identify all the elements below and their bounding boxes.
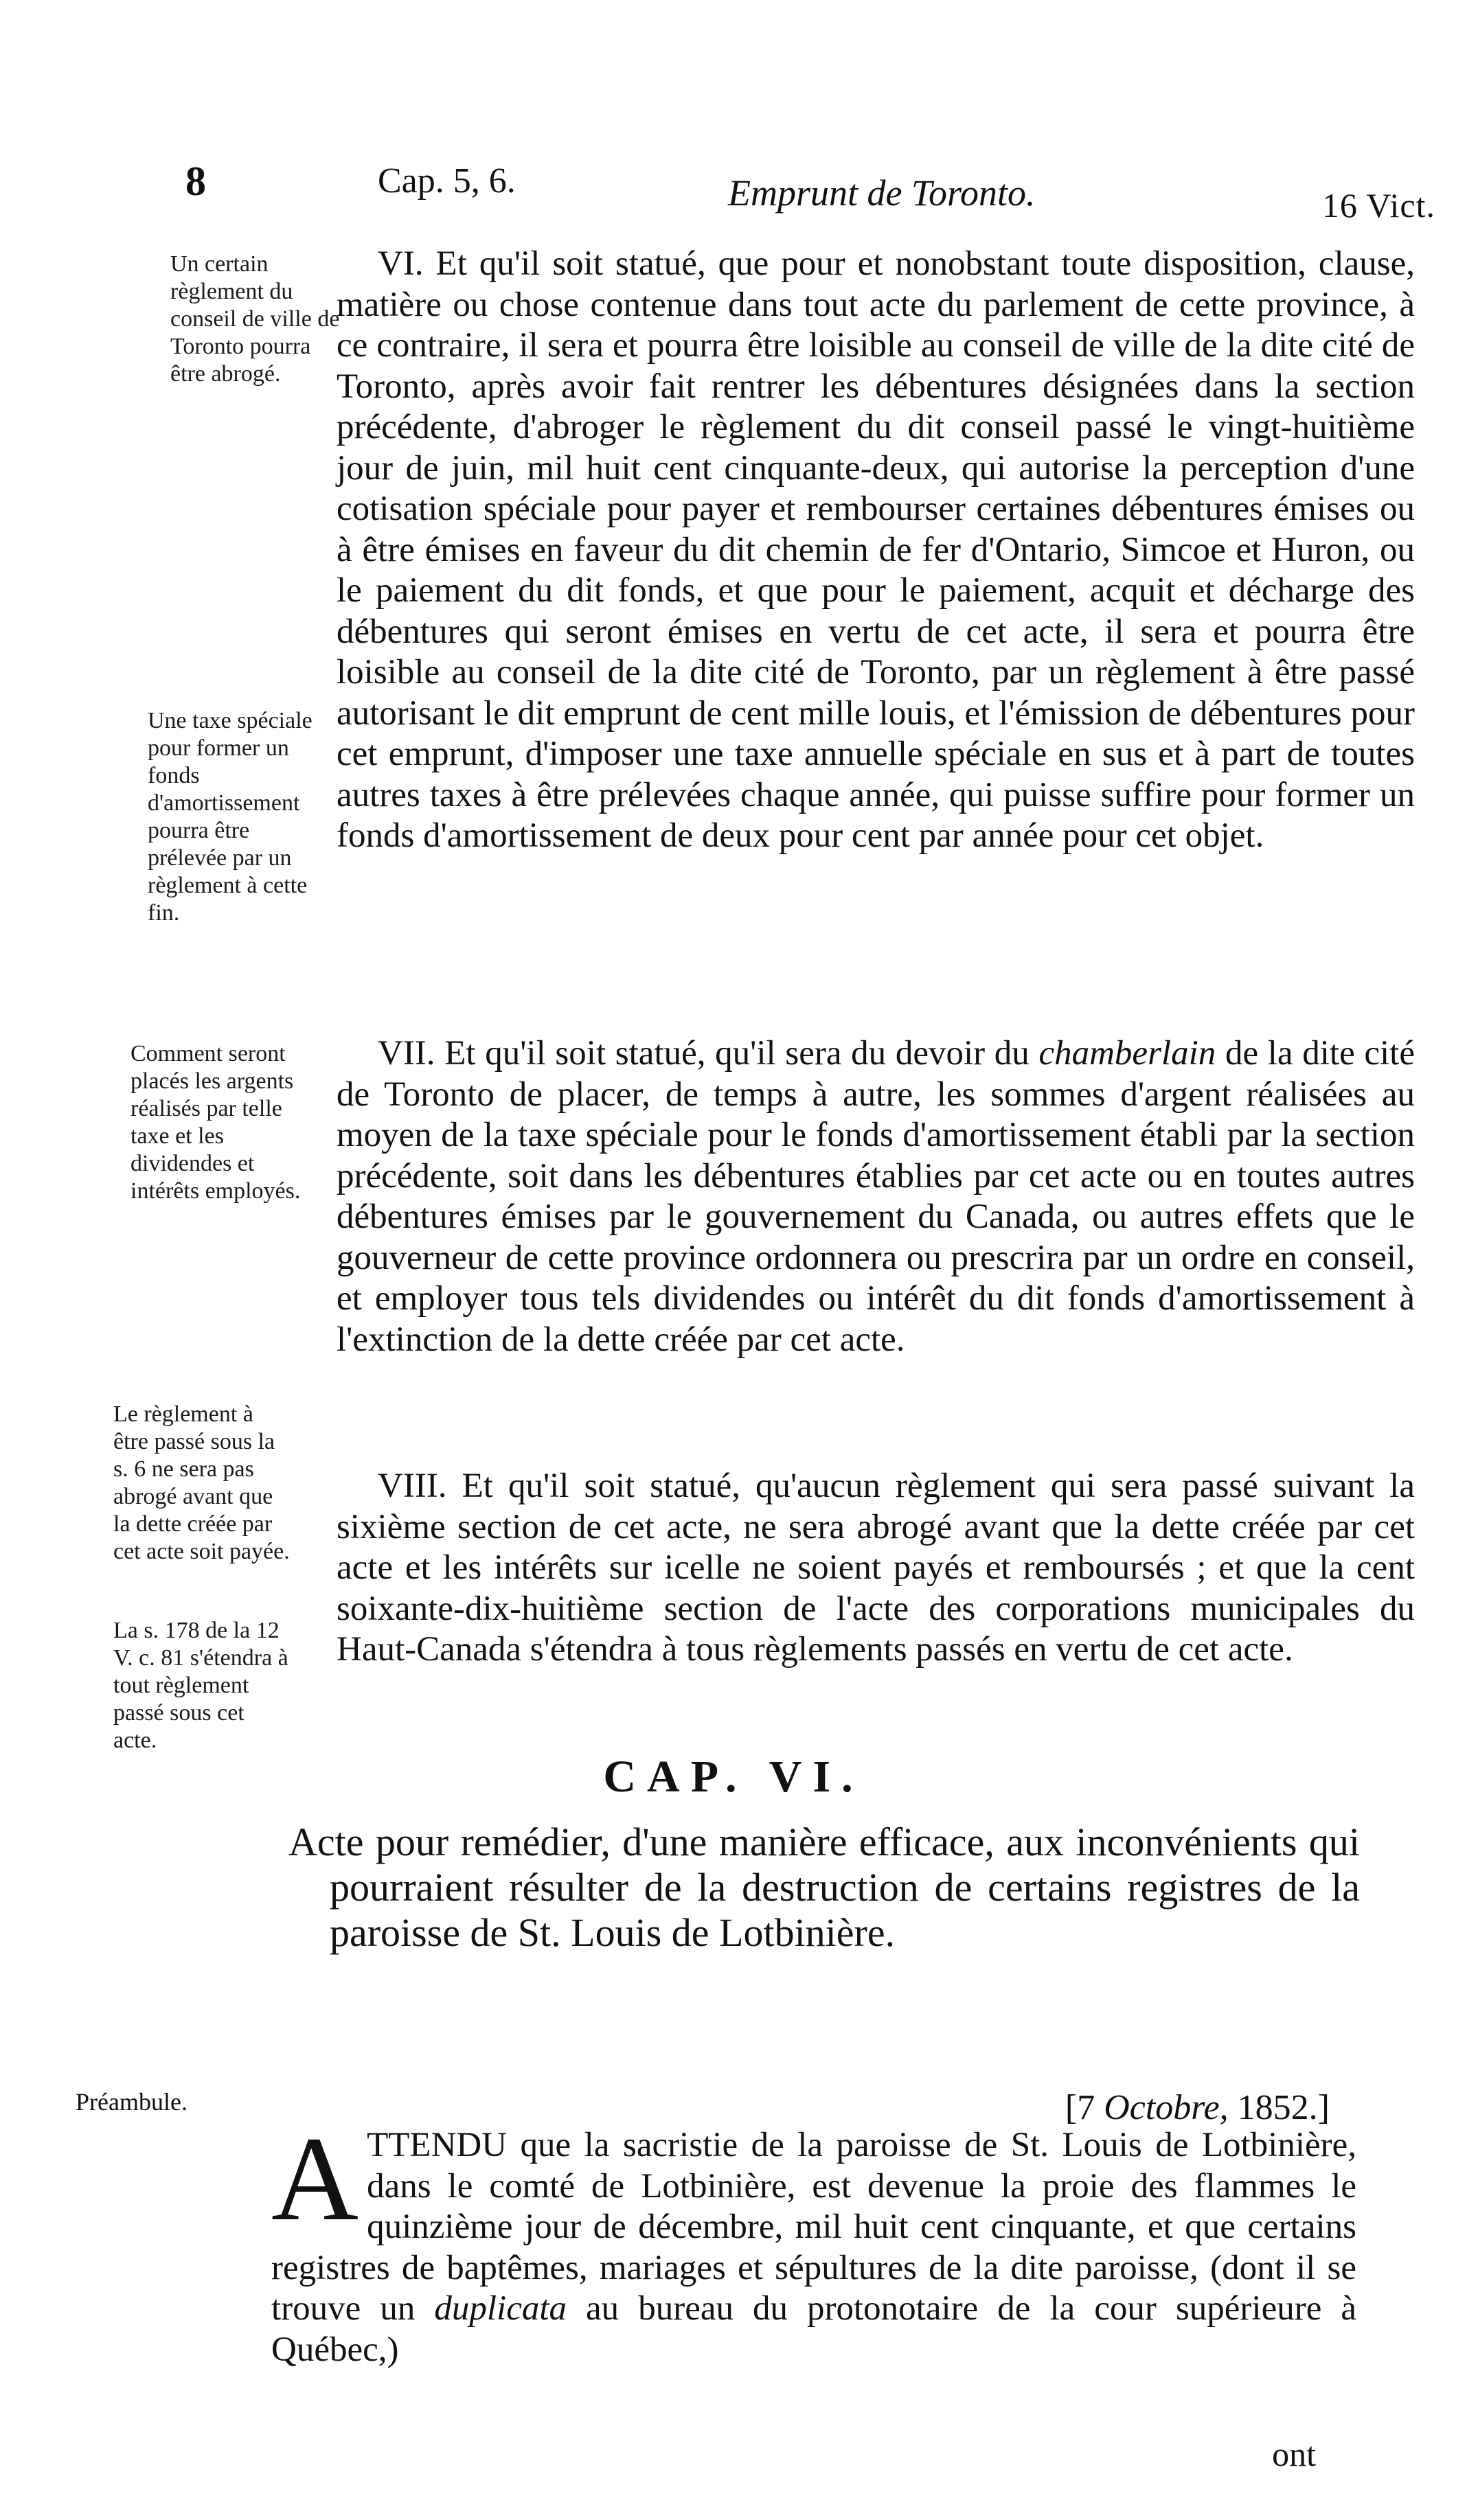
margin-note-section-178: La s. 178 de la 12 V. c. 81 s'étendra à tout règlement passé sous cet acte. — [113, 1618, 288, 1753]
preamble-lead: TTENDU — [367, 2126, 508, 2164]
section-viii — [337, 1466, 1415, 1671]
margin-note-preamble: Préambule. — [76, 2088, 187, 2116]
section-text: Et qu'il soit statué, qu'aucun règlement qui sera passé suivant la sixième section de cet acte, ne sera abrogé avant que la dette créée par cet acte et les intérêts sur icelle ne soient payés et remboursés ; et que la cent soixante-dix-huitième section de l'acte des corporations municipales du Haut-Canada s'étendra à tous règlements passés en vertu de cet acte. — [337, 1467, 1415, 1669]
preamble — [271, 2112, 1357, 2370]
section-number: VII. — [378, 1034, 435, 1073]
section-vi — [337, 244, 1415, 857]
page-number: 8 — [185, 159, 206, 204]
drop-capital: A — [271, 2112, 359, 2246]
catchword: ont — [1272, 2435, 1316, 2473]
chapter-heading: CAP. VI. — [603, 1752, 864, 1802]
section-number: VI. — [378, 244, 424, 283]
preamble-text: que la sacristie de la paroisse de St. Louis de Lotbinière, dans le comté de Lotbinière, est devenue la proie des flammes le quinzième jour de décembre, mil huit cent cinquante, et que certains registres de baptêmes, mariages et sépultures de la dite paroisse, (dont il se trouve un — [271, 2126, 1356, 2328]
margin-note-special-tax: Une taxe spéciale pour former un fonds d'amortissement pourra être prélevée par un règlement à cette fin. — [148, 708, 312, 926]
preamble-emphasis: duplicata — [434, 2289, 567, 2328]
margin-note-section-7: Comment seront placés les argents réalisés par telle taxe et les dividendes et intérêts employés. — [130, 1041, 301, 1204]
section-number: VIII. — [378, 1467, 447, 1505]
section-emphasis: chamberlain — [1038, 1034, 1216, 1073]
act-title: Acte pour remédier, d'une manière efficace, aux inconvénients qui pourraient résulter de la destruction de certains registres de la paroisse de St. Louis de Lotbinière. — [288, 1820, 1360, 1955]
running-title: Emprunt de Toronto. — [728, 172, 1036, 214]
chapter-reference: Cap. 5, 6. — [378, 161, 516, 201]
act-date: [7 Octobre, 1852.] — [1065, 2088, 1330, 2127]
margin-note-section-6: Un certain règlement du conseil de ville de Toronto pourra être abrogé. — [170, 251, 340, 387]
section-text: Et qu'il soit statué, que pour et nonobstant toute disposition, clause, matière ou chose contenue dans tout acte du parlement de cette province, à ce contraire, il sera et pourra être loisible au conseil de ville de la dite cité de Toronto, après avoir fait rentrer les débentures désignées dans la section précédente, d'abroger le règlement du dit conseil passé le vingt-huitième jour de juin, mil huit cent cinquante-deux, qui autorise la perception d'une cotisation spéciale pour payer et rembourser certaines débentures émises ou à être émises en faveur du dit chemin de fer d'Ontario, Simcoe et Huron, ou le paiement du dit fonds, et que pour le paiement, acquit et décharge des débentures qui seront émises en vertu de cet acte, il sera et pourra être loisible au conseil de la dite cité de Toronto, par un règlement à être passé autorisant le dit emprunt de cent mille louis, et l'émission de débentures pour cet emprunt, d'imposer une taxe annuelle spéciale en sus et à part de toutes autres taxes à être prélevées chaque année, qui puisse suffire pour former un fonds d'amortissement de deux pour cent par année pour cet objet. — [337, 244, 1415, 855]
section-text: Et qu'il soit statué, qu'il sera du devoir du — [435, 1034, 1039, 1073]
preamble-text-continued: au bureau du protonotaire de la cour supérieure à Québec,) — [271, 2289, 1357, 2369]
running-head — [179, 158, 1435, 225]
section-text-continued: de la dite cité de Toronto de placer, de temps à autre, les sommes d'argent réalisées au moyen de la taxe spéciale pour le fonds d'amortissement établi par la section précédente, soit dans les débentures établies par cet acte ou en toutes autres débentures émises par le gouvernement du Canada, ou autres effets que le gouverneur de cette province ordonnera ou prescrira par un ordre en conseil, et employer tous tels dividendes ou intérêt du dit fonds d'amortissement à l'extinction de la dette créée par cet acte. — [337, 1034, 1415, 1359]
session-reference: 16 Vict. — [1321, 186, 1435, 225]
section-vii — [337, 1033, 1415, 1360]
margin-note-section-8: Le règlement à être passé sous la s. 6 ne sera pas abrogé avant que la dette créée par cet acte soit payée. — [113, 1401, 290, 1564]
